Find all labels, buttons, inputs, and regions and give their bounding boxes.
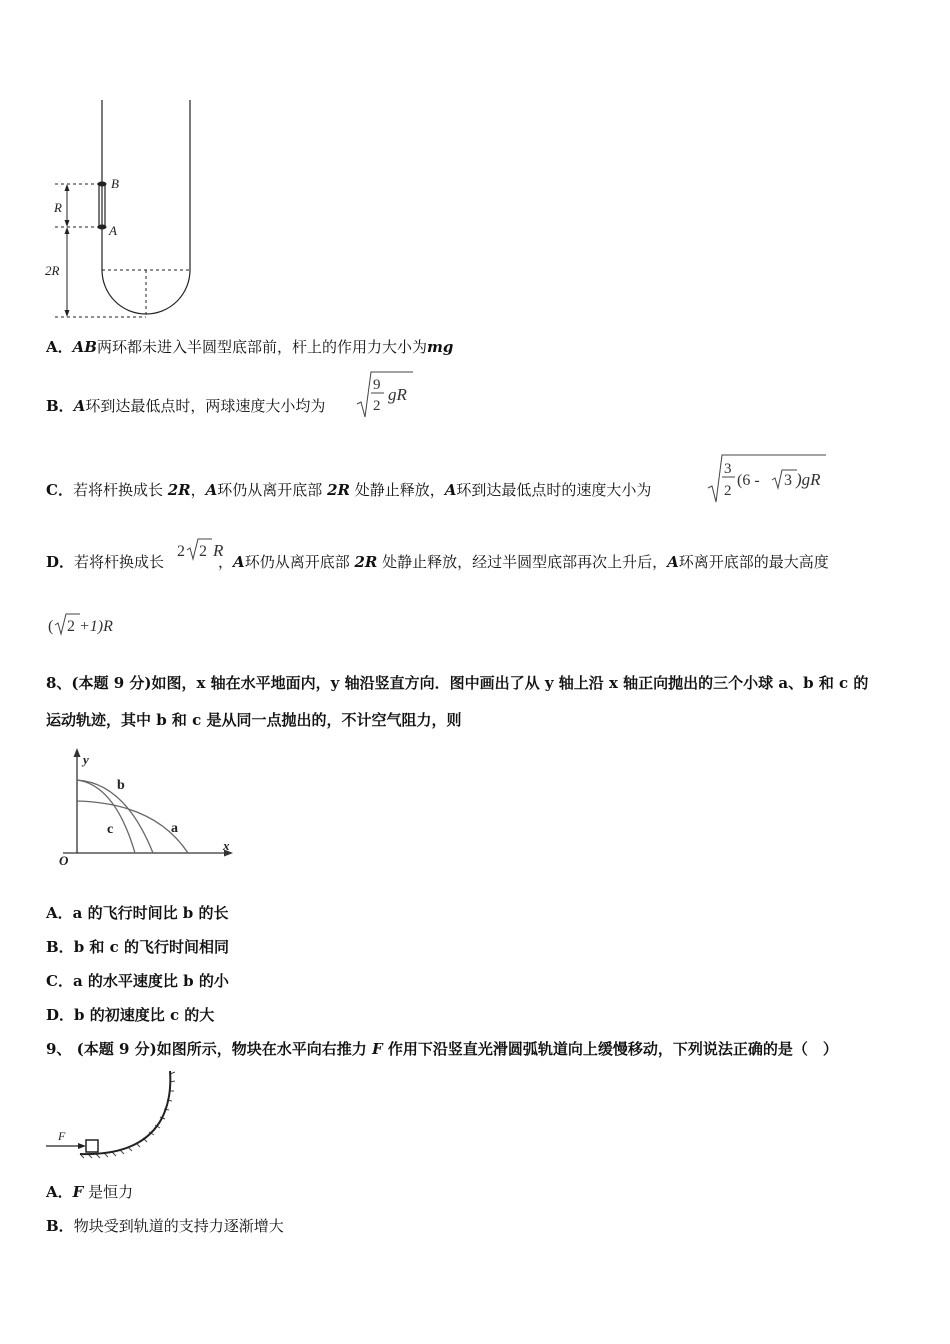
label-r: R <box>54 200 62 215</box>
q7-d-length-formula <box>175 535 231 563</box>
trajectory-c <box>77 780 135 853</box>
svg-text:2: 2 <box>724 483 732 499</box>
label-b: B <box>111 176 119 191</box>
svg-text:3: 3 <box>784 472 792 489</box>
block <box>86 1140 98 1152</box>
label-a: a <box>171 821 178 836</box>
label-x: x <box>223 838 230 853</box>
u-tube-figure <box>40 95 220 325</box>
svg-text:+1)R: +1)R <box>79 618 113 635</box>
ring-a <box>98 225 107 230</box>
q7-c-sqrt-formula <box>706 452 828 506</box>
arc-track-figure <box>42 1068 192 1163</box>
q7-option-c: C．若将杆换成长 2R，A环仍从离开底部 2R 处静止释放，A环到达最低点时的速度大小为 <box>46 481 652 499</box>
label-o: O <box>59 853 69 868</box>
q9-stem: 9、 (本题 9 分)如图所示，物块在水平向右推力 F 作用下沿竖直光滑圆弧轨道向上缓慢移动，下列说法正确的是（ ） <box>46 1040 838 1058</box>
svg-text:2: 2 <box>373 398 381 414</box>
q8-option-d: D．b 的初速度比 c 的大 <box>46 1006 215 1024</box>
q7-option-b: B．A环到达最低点时，两球速度大小均为 <box>46 397 326 415</box>
svg-text:3: 3 <box>724 461 732 477</box>
label-c: c <box>107 822 114 837</box>
q8-stem-line2: 运动轨迹，其中 b 和 c 是从同一点抛出的，不计空气阻力，则 <box>46 711 462 729</box>
label-y: y <box>83 752 89 767</box>
q8-option-a: A．a 的飞行时间比 b 的长 <box>46 904 229 922</box>
ring-b <box>98 182 107 187</box>
q7-option-a: A．AB两环都未进入半圆型底部前，杆上的作用力大小为mg <box>46 338 454 356</box>
svg-text:2: 2 <box>67 618 75 635</box>
q9-option-b: B．物块受到轨道的支持力逐渐增大 <box>46 1217 284 1235</box>
svg-text:(6 -: (6 - <box>737 472 760 489</box>
q8-option-b: B．b 和 c 的飞行时间相同 <box>46 938 229 956</box>
label-a: A <box>109 223 117 238</box>
q7-b-sqrt-formula <box>355 369 415 421</box>
label-2r: 2R <box>45 263 60 278</box>
trajectory-b <box>77 780 153 853</box>
q9-option-a: A．F 是恒力 <box>46 1183 134 1201</box>
projectile-graph <box>55 745 240 870</box>
label-f: F <box>58 1129 66 1143</box>
svg-text:R: R <box>213 541 224 560</box>
svg-text:2: 2 <box>199 543 207 560</box>
q7-d-answer-formula <box>46 610 136 638</box>
svg-text:)gR: )gR <box>796 470 821 489</box>
svg-text:(: ( <box>48 618 54 635</box>
svg-text:9: 9 <box>373 377 381 393</box>
svg-text:2: 2 <box>177 543 185 560</box>
q7-option-d: D．若将杆换成长 ，A环仍从离开底部 2R 处静止释放，经过半圆型底部再次上升后，A环离开底部的最大高度 <box>46 553 829 571</box>
label-b: b <box>117 778 125 793</box>
q8-option-c: C．a 的水平速度比 b 的小 <box>46 972 229 990</box>
svg-text:gR: gR <box>388 385 407 404</box>
q8-stem-line1: 8、(本题 9 分)如图，x 轴在水平地面内，y 轴沿竖直方向．图中画出了从 y 轴上沿 x 轴正向抛出的三个小球 a、b 和 c 的 <box>46 674 869 692</box>
